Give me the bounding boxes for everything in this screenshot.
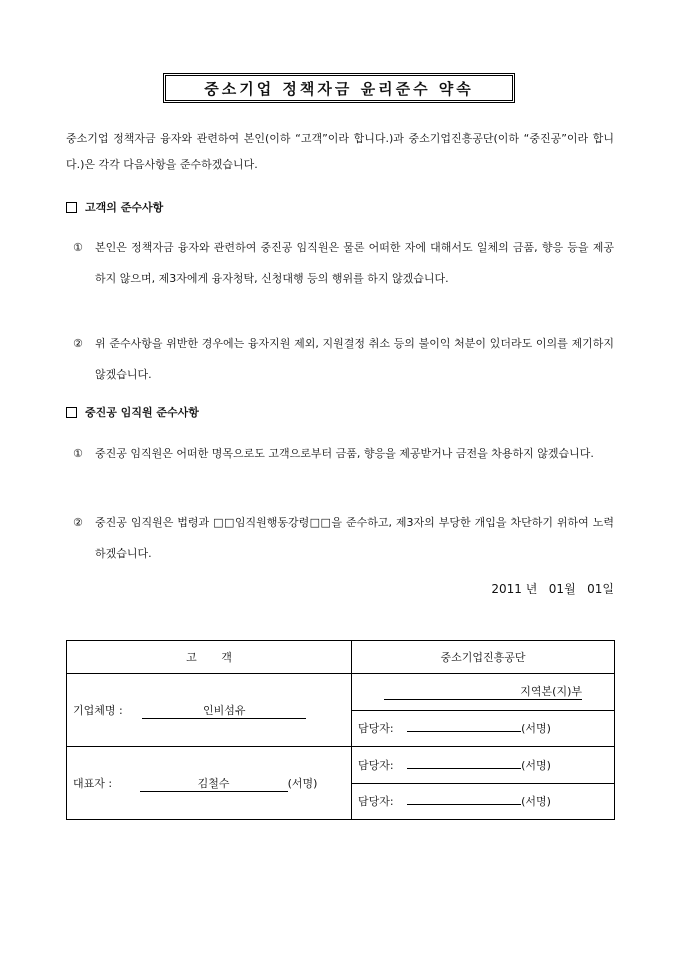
date-month-unit: 월 bbox=[564, 582, 576, 596]
staff-label: 담당자: bbox=[358, 795, 394, 809]
staff-signature-line[interactable] bbox=[407, 731, 521, 732]
staff-sign-label: (서명) bbox=[521, 795, 551, 809]
section-customer-heading bbox=[66, 199, 163, 215]
date-month: 01 bbox=[548, 582, 565, 596]
document-title bbox=[163, 73, 515, 103]
item-number: ② bbox=[73, 516, 83, 529]
checkbox-icon bbox=[66, 407, 77, 418]
document-title-text: 중소기업 정책자금 윤리준수 약속 bbox=[204, 79, 474, 98]
customer-item-1 bbox=[73, 232, 614, 294]
branch-cell bbox=[352, 674, 615, 711]
customer-item-2 bbox=[73, 328, 614, 390]
agency-header-text: 중소기업진흥공단 bbox=[440, 651, 526, 664]
staff-item-1 bbox=[73, 438, 614, 469]
staff-label: 담당자: bbox=[358, 722, 394, 736]
staff-cell-1 bbox=[352, 710, 615, 747]
staff-cell-3 bbox=[352, 783, 615, 820]
item-text: 위 준수사항을 위반한 경우에는 융자지원 제외, 지원결정 취소 등의 불이익 처분이 있더라도 이의를 제기하지 않겠습니다. bbox=[95, 337, 614, 381]
representative-name-field[interactable]: 김철수 bbox=[140, 775, 288, 792]
staff-sign-label: (서명) bbox=[521, 722, 551, 736]
item-number: ② bbox=[73, 337, 83, 350]
section-customer-title: 고객의 준수사항 bbox=[85, 201, 164, 214]
signature-table bbox=[66, 640, 615, 820]
item-text: 중진공 임직원은 법령과 □□임직원행동강령□□을 준수하고, 제3자의 부당한 개입을 차단하기 위하여 노력하겠습니다. bbox=[95, 516, 614, 560]
item-text: 중진공 임직원은 어떠한 명목으로도 고객으로부터 금품, 향응을 제공받거나 금전을 차용하지 않겠습니다. bbox=[95, 447, 594, 460]
document-date bbox=[491, 580, 614, 597]
staff-signature-line[interactable] bbox=[407, 804, 521, 805]
staff-signature-line[interactable] bbox=[407, 768, 521, 769]
representative-label: 대표자 : bbox=[73, 776, 113, 790]
customer-column-header bbox=[67, 641, 352, 674]
staff-label: 담당자: bbox=[358, 758, 394, 772]
company-name-cell bbox=[67, 674, 352, 747]
staff-item-2 bbox=[73, 507, 614, 569]
representative-cell bbox=[67, 747, 352, 820]
item-number: ① bbox=[73, 447, 83, 460]
company-label: 기업체명 : bbox=[73, 703, 123, 717]
section-staff-title: 중진공 임직원 준수사항 bbox=[85, 406, 199, 419]
intro-paragraph: 중소기업 정책자금 융자와 관련하여 본인(이하 “고객”이라 합니다.)과 중소기업진흥공단(이하 “중진공”이라 합니다.)은 각각 다음사항을 준수하겠습니다. bbox=[66, 132, 614, 171]
checkbox-icon bbox=[66, 202, 77, 213]
staff-sign-label: (서명) bbox=[521, 758, 551, 772]
date-year-unit: 년 bbox=[525, 582, 538, 596]
representative-sign-label: (서명) bbox=[287, 776, 318, 790]
company-name-field[interactable]: 인비섬유 bbox=[142, 702, 306, 719]
staff-cell-2 bbox=[352, 747, 615, 784]
item-text: 본인은 정책자금 융자와 관련하여 중진공 임직원은 물론 어떠한 자에 대해서도 일체의 금품, 향응 등을 제공하지 않으며, 제3자에게 융자청탁, 신청대행 등의 행위를 하지 않겠습니다. bbox=[95, 241, 614, 285]
section-staff-heading bbox=[66, 404, 199, 420]
branch-field[interactable]: 지역본(지)부 bbox=[384, 683, 582, 700]
agency-column-header bbox=[352, 641, 615, 674]
item-number: ① bbox=[73, 241, 83, 254]
date-day: 01 bbox=[587, 582, 603, 596]
customer-header-text: 고 객 bbox=[186, 651, 232, 664]
date-day-unit: 일 bbox=[602, 582, 614, 596]
date-year: 2011 bbox=[491, 582, 522, 596]
